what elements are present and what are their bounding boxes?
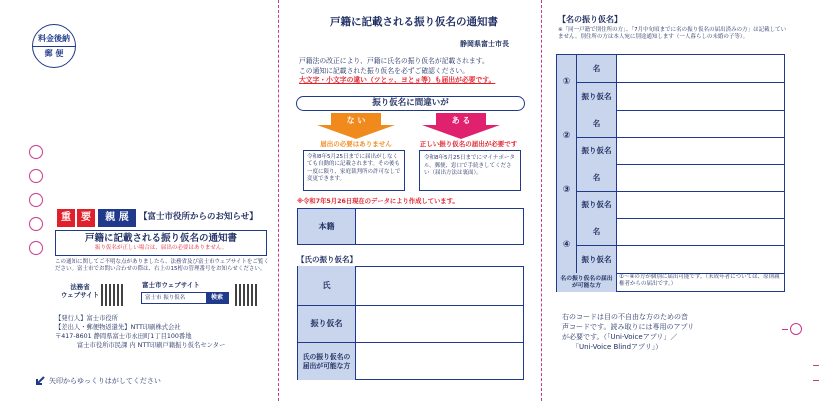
- notice-title-box: [55, 230, 267, 256]
- surname-furigana-label: 振り仮名: [298, 306, 356, 342]
- surname-filer-label: 氏の振り仮名の届出が可能な方: [298, 343, 356, 380]
- search-box[interactable]: [141, 292, 229, 304]
- perforation-right: [541, 0, 542, 401]
- person-num: ④: [557, 218, 577, 273]
- punch-hole: [29, 241, 43, 255]
- row-divider: [617, 191, 784, 192]
- intro-line3: 大文字・小文字の違い（ツとッ、ヨとョ等）も届出が必要です。: [299, 76, 496, 85]
- intro-line1: 戸籍法の改正により、戸籍に氏名の振り仮名が記載されます。: [299, 57, 489, 65]
- punch-hole: [29, 145, 43, 159]
- honseki-table: [297, 208, 524, 245]
- aru-body-box: 令和8年5月25日までにマイナポータル、郵便、窓口で手続きしてください（届出方法は裏面）。: [419, 150, 521, 191]
- surname-label: 氏: [298, 266, 356, 305]
- nai-body-box: 令和8年5月25日までに届出がしなくても自動的に記載されます。その後も一度に限り、家庭裁判所の許可なしで変更できます。: [303, 150, 405, 191]
- postage-mark: [32, 24, 76, 68]
- given-name-label: 名: [577, 218, 617, 245]
- punch-hole: [29, 217, 43, 231]
- fuji-website-label: 富士市ウェブサイト: [142, 281, 200, 289]
- edge-tick: [813, 380, 819, 381]
- given-filer-label: 名の振り仮名の届出が可能な方: [557, 273, 617, 292]
- edge-notch-icon: [790, 323, 802, 335]
- row-divider: [617, 82, 784, 83]
- peel-instruction[interactable]: [34, 376, 161, 387]
- given-name-table: [556, 54, 785, 292]
- honseki-label: 本籍: [298, 209, 356, 244]
- surname-table: [297, 266, 524, 380]
- voice-code-text: [562, 312, 694, 353]
- given-name-label: 名: [577, 110, 617, 137]
- nai-heading: 届出の必要はありません: [320, 140, 392, 148]
- voice-line4: 「Uni-Voice Blindアプリ」）: [572, 343, 663, 352]
- search-input[interactable]: 富士市 振り仮名: [145, 295, 186, 301]
- intro-line2: この通知に記載された振り仮名を必ずご確認ください。: [299, 66, 469, 75]
- badge-char-2: 要: [77, 209, 95, 227]
- aru-label: あ る: [451, 116, 471, 125]
- punch-hole: [29, 193, 43, 207]
- voice-line1: 右のコードは目の不自由な方のための音: [562, 313, 688, 321]
- voice-line2: 声コードです。読み取りには専用のアプリ: [562, 323, 695, 332]
- honseki-value: [356, 209, 523, 244]
- search-button[interactable]: 検索: [206, 293, 228, 303]
- row-divider: [617, 245, 784, 246]
- moj-website-label: 法務省 ウェブサイト: [60, 283, 100, 300]
- sender-line4: 富士市役所市民課 内 NTT印刷戸籍振り仮名センター: [77, 342, 226, 350]
- sender-line3: 〒417-8601 静岡県富士市永田町1丁目100番地: [55, 333, 192, 341]
- sender-line2: 【差出人・郵便物返還先】NTT印刷株式会社: [55, 324, 181, 332]
- given-filer-text: ①～④の方が個別に届出可能です。（未成年者については、原則親権者からの届出です。）: [619, 274, 780, 288]
- surname-furigana-row: [298, 305, 523, 342]
- question-pill: 振り仮名に間違いが: [296, 96, 525, 111]
- given-furigana-label: 振り仮名: [577, 191, 617, 218]
- given-name-label: 名: [577, 164, 617, 191]
- voice-line3: が必要です。（「Uni-Voiceアプリ」／: [562, 333, 678, 342]
- data-note: ※令和7年5月26日現在のデータにより作成しています。: [297, 198, 459, 205]
- badge-char-1: 重: [57, 209, 75, 227]
- important-badge: [57, 209, 95, 227]
- given-name-note: ※「同一戸籍で別住所の方」、「7月中旬頃までに名の振り仮名の届出済みの方」は記載していません。別住所の方は本人宛に別途通知します（一人暮らしの未婚の子等）。: [558, 27, 787, 41]
- postage-mark-line2: 郵 便: [44, 48, 64, 58]
- peel-text: 矢印からゆっくりはがしてください: [49, 377, 161, 386]
- given-name-section-title: 【名の振り仮名】: [558, 15, 622, 24]
- aru-heading: 正しい振り仮名の届出が必要です: [419, 140, 518, 148]
- punch-hole: [29, 169, 43, 183]
- nai-label: な い: [346, 116, 366, 125]
- surname-section-title: 【氏の振り仮名】: [297, 255, 357, 264]
- intro-block: [299, 57, 539, 86]
- given-name-label: 名: [577, 55, 617, 82]
- info-text: この通知に関してご不明な点がありましたら、法務省及び富士市ウェブサイトをご覧ください。富士市でお問い合わせの際は、右上の15桁の管理番号をお知らせください。: [55, 259, 269, 273]
- sender-line1: 【発行人】富士市役所: [55, 315, 118, 322]
- edge-tick: [813, 365, 819, 366]
- main-title: 戸籍に記載される振り仮名の通知書: [330, 16, 498, 28]
- person-num: ①: [557, 55, 577, 110]
- edge-tick: [782, 329, 788, 330]
- given-furigana-label: 振り仮名: [577, 82, 617, 110]
- row-divider: [617, 137, 784, 138]
- moj-qr-code[interactable]: [101, 284, 123, 306]
- postage-mark-line1: 料金後納: [33, 34, 75, 47]
- given-furigana-label: 振り仮名: [577, 137, 617, 164]
- notice-title: 戸籍に記載される振り仮名の通知書: [84, 233, 237, 244]
- issuer: 静岡県富士市長: [460, 40, 509, 48]
- person-num: ②: [557, 110, 577, 164]
- sender-block: [55, 314, 275, 351]
- notice-from: 【富士市役所からのお知らせ】: [139, 212, 258, 222]
- person-num: ③: [557, 164, 577, 218]
- confidential-badge: 親 展: [98, 209, 136, 227]
- notice-sub: 振り仮名が正しい場合は、届出の必要はありません。: [94, 244, 228, 251]
- given-furigana-label: 振り仮名: [577, 245, 617, 273]
- surname-filer-row: [298, 342, 523, 380]
- fuji-qr-code[interactable]: [235, 284, 257, 306]
- perforation-left: [278, 0, 279, 401]
- surname-row: [298, 266, 523, 305]
- peel-arrow-icon: [34, 376, 45, 387]
